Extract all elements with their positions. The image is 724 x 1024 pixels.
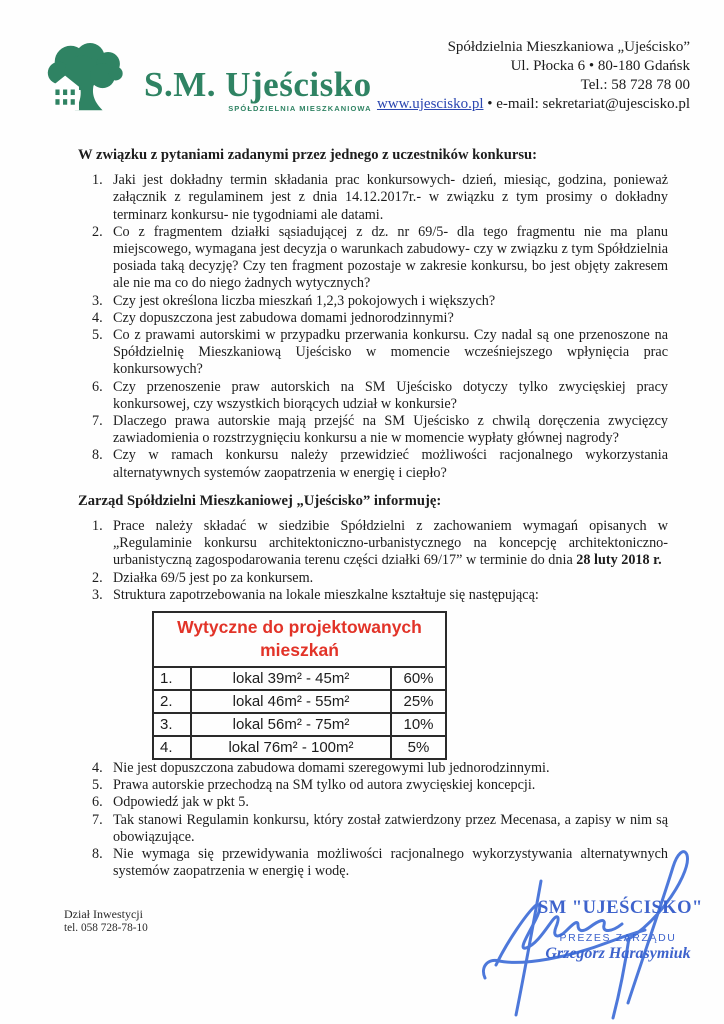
answer-item: Odpowiedź jak w pkt 5. (113, 794, 249, 811)
company-name: Spółdzielnia Mieszkaniowa „Ujeścisko” (447, 39, 690, 55)
answer-item: Prawa autorskie przechodzą na SM tylko od autora zwycięskiej koncepcji. (113, 777, 536, 794)
row-value: 60% (391, 667, 446, 690)
letter-body (78, 147, 668, 881)
question-item: Czy przenoszenie praw autorskich na SM Ujeścisko dotyczy tylko zwycięskiej pracy konkursowej, czy wszystkich biorących udział w konkursie? (113, 378, 668, 412)
website-link: www.ujescisko.pl (376, 96, 484, 112)
logo-subtitle: SPÓŁDZIELNIA MIESZKANIOWA (228, 104, 372, 113)
question-item: Dlaczego prawa autorskie mają przejść na SM Ujeścisko z chwilą doręczenia zwycięzcy zawiadomienia o rozstrzygnięciu konkursu a nie w momencie wypłaty głównej nagrody? (113, 413, 668, 447)
questions-heading: W związku z pytaniami zadanymi przez jednego z uczestników konkursu: (78, 147, 538, 163)
department-phone: tel. 058 728-78-10 (64, 921, 148, 934)
tree-house-logo-icon (36, 40, 140, 119)
board-heading: Zarząd Spółdzielni Mieszkaniowej „Ujeścisko” informuję: (78, 492, 442, 509)
row-number: 4. (153, 736, 191, 759)
board-item-text: Prace należy składać w siedzibie Spółdzielni z zachowaniem wymagań opisanych w „Regulaminie konkursu architektoniczno-urbanistycznego na koncepcję architektoniczno-urbanistyczną zagospodarowania terenu części działki 69/17” w terminie do dnia (113, 518, 668, 569)
table-title: Wytyczne do projektowanych mieszkań (153, 612, 446, 667)
stamp-president-name: Grzegorz Harasymiuk (545, 945, 691, 962)
department-footer (64, 908, 148, 935)
board-item (113, 518, 668, 570)
row-number: 3. (153, 713, 191, 736)
guidelines-table (152, 611, 447, 760)
question-item: Czy jest określona liczba mieszkań 1,2,3 pokojowych i większych? (113, 292, 496, 309)
company-logo (36, 40, 372, 119)
questions-list (78, 172, 668, 482)
question-item: Jaki jest dokładny termin składania prac konkursowych- dzień, miesiąc, godzina, ponieważ załącznik z regulaminem jest z dnia 14.12.2017r.- w związku z tym prosimy o dokładny terminarz konkursu- nie tygodniami ale datami. (113, 172, 668, 223)
contact-block (377, 38, 690, 114)
stamp-role: PREZES ZARZĄDU (559, 932, 677, 944)
company-stamp (538, 898, 703, 963)
question-item: Czy dopuszczona jest zabudowa domami jednorodzinnymi? (113, 309, 454, 326)
table-row (153, 667, 446, 690)
deadline-date: 28 luty 2018 r. (576, 552, 662, 569)
row-label: lokal 39m² - 45m² (191, 667, 391, 690)
board-item: Działka 69/5 jest po za konkursem. (113, 569, 314, 586)
table-row (153, 690, 446, 713)
email-text: • e-mail: sekretariat@ujescisko.pl (483, 96, 690, 112)
stamp-company: SM "UJEŚCISKO" (538, 898, 703, 918)
board-list (78, 518, 668, 604)
board-item: Struktura zapotrzebowania na lokale mieszkalne kształtuje się następującą: (113, 586, 539, 603)
letterhead (0, 0, 724, 119)
logo-wordmark (144, 67, 372, 113)
question-item: Czy w ramach konkursu należy przewidzieć możliwości racjonalnego wykorzystania alternatywnych systemów zaopatrzenia w energię i ciepło? (113, 447, 668, 481)
logo-title: S.M. Ujeścisko (144, 65, 372, 104)
row-label: lokal 46m² - 55m² (191, 690, 391, 713)
company-web-line (377, 95, 690, 114)
row-number: 1. (153, 667, 191, 690)
answer-item: Nie jest dopuszczona zabudowa domami szeregowymi lub jednorodzinnymi. (113, 760, 550, 777)
department-name: Dział Inwestycji (64, 907, 143, 921)
table-row (153, 713, 446, 736)
company-address: Ul. Płocka 6 • 80-180 Gdańsk (510, 58, 690, 74)
guidelines-table-wrap (152, 611, 668, 760)
company-phone: Tel.: 58 728 78 00 (580, 77, 690, 93)
row-number: 2. (153, 690, 191, 713)
table-row (153, 736, 446, 759)
row-value: 10% (391, 713, 446, 736)
table-title-row (153, 612, 446, 667)
row-label: lokal 56m² - 75m² (191, 713, 391, 736)
answer-item: Tak stanowi Regulamin konkursu, który został zatwierdzony przez Mecenasa, a zapisy w nim są obowiązujące. (113, 811, 668, 845)
row-value: 25% (391, 690, 446, 713)
answers-list (78, 760, 668, 880)
question-item: Co z prawami autorskimi w przypadku przerwania konkursu. Czy nadal są one przenoszone na Spółdzielnię Mieszkaniową Ujeścisko w momencie wcześniejszego wpłynięcia prac konkursowych? (113, 327, 668, 378)
row-label: lokal 76m² - 100m² (191, 736, 391, 759)
question-item: Co z fragmentem działki sąsiadującej z dz. nr 69/5- dla tego fragmentu nie ma planu miejscowego, wymagana jest decyzja o warunkach zabudowy- czy w związku z tym Spółdzielnia posiada taką decyzję? Czy ten fragment pozostaje w zakresie konkursu, bo jest objęty zakresem ale nie ma co do niego żadnych wytycznych? (113, 223, 668, 292)
row-value: 5% (391, 736, 446, 759)
answer-item: Nie wymaga się przewidywania możliwości racjonalnego wykorzystywania alternatywnych systemów zaopatrzenia w energię i wodę. (113, 846, 668, 880)
